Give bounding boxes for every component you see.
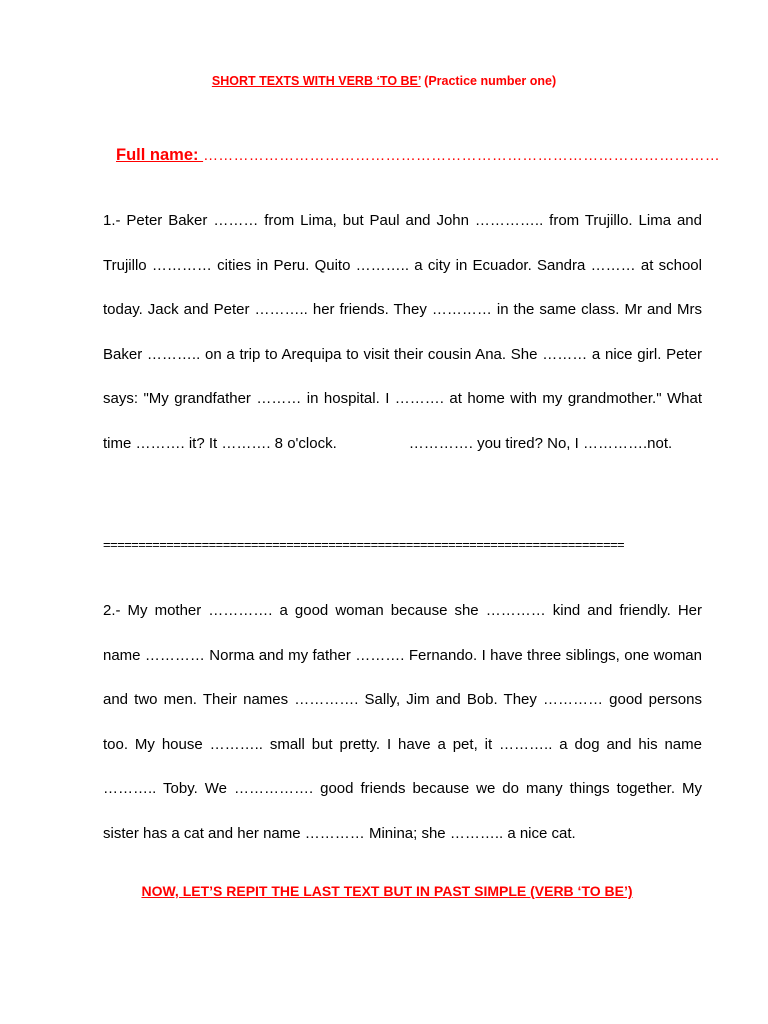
full-name-blank: ………………………………………………………………………………………… xyxy=(203,147,720,164)
full-name-label: Full name: xyxy=(116,146,204,164)
section-separator: ========================================================================== xyxy=(103,537,625,552)
full-name-line xyxy=(116,146,720,165)
exercise-1-paragraph xyxy=(103,199,702,466)
exercise-1-text: 1.- Peter Baker ……… from Lima, but Paul and John ………….. from Trujillo. Lima and Trujillo ………… cities in Peru. Quito ……….. a city in Ecuador. Sandra ……… at school today. Jack and Peter ……….. her friends. They ………… in the same class. Mr and Mrs Baker ……….. on a trip to Arequipa to visit their cousin Ana. She ……… a nice girl. Peter says: "My grandfather ……… in hospital. I ………. at home with my grandmother." What time ………. it? It ………. 8 o'clock. xyxy=(103,212,702,452)
title-main: SHORT TEXTS WITH VERB ‘TO BE’ xyxy=(211,74,421,88)
exercise-2-paragraph xyxy=(103,589,702,856)
worksheet-title xyxy=(0,74,768,88)
past-simple-instruction: NOW, LET’S REPIT THE LAST TEXT BUT IN PAST SIMPLE (VERB ‘TO BE’) xyxy=(141,883,633,899)
exercise-2-text: 2.- My mother …………. a good woman because she ………… kind and friendly. Her name ………… Norma and my father ………. Fernando. I have three siblings, one woman and two men. Their names …………. Sally, Jim and Bob. They ………… good persons too. My house ……….. small but pretty. I have a pet, it ……….. a dog and his name ……….. Toby. We ……………. good friends because we do many things together. My sister has a cat and her name ………… Minina; she ……….. a nice cat. xyxy=(103,602,702,842)
exercise-1-text-end: …………. you tired? No, I ………….not. xyxy=(408,434,673,452)
title-subtitle: (Practice number one) xyxy=(420,74,557,88)
